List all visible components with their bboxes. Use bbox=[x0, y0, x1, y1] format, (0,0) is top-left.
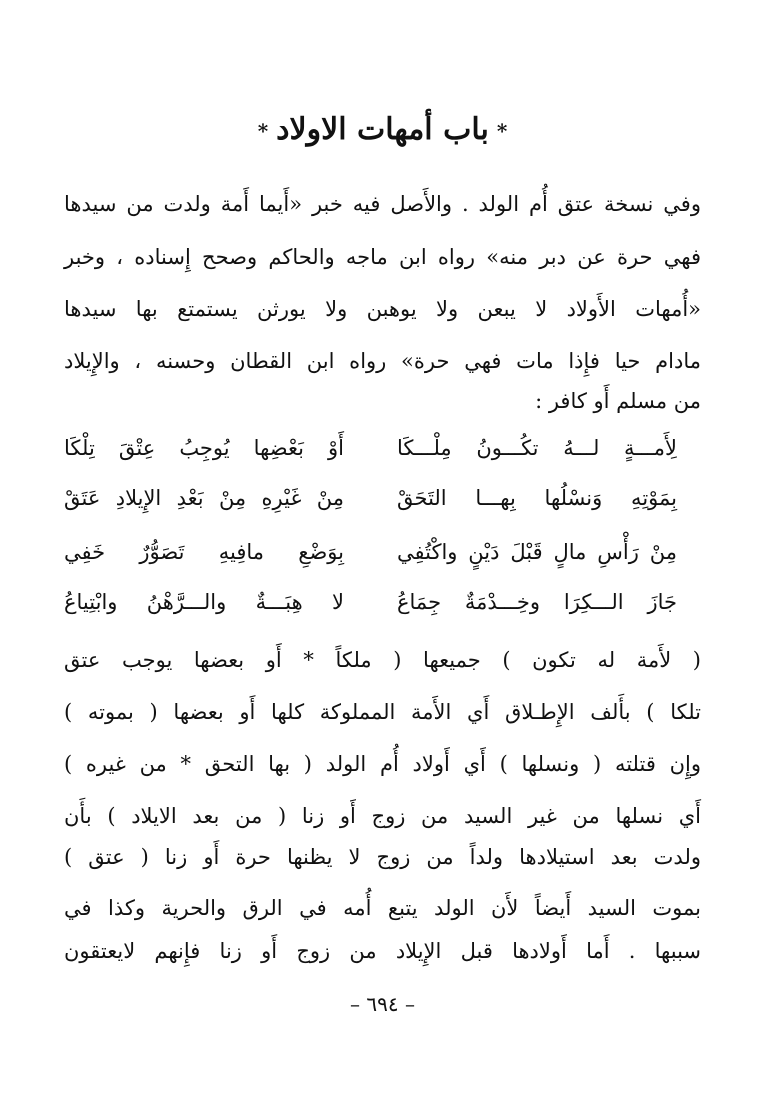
intro-line: وفي نسخة عتق أُم الولد . والأَصل فيه خبر «أَيما أَمة ولدت من سيدها bbox=[64, 192, 701, 216]
commentary-line: وإِن قتلته ( ونسلها ) أَي أَولاد أُم الولد ( بها التحق * من غيره ) bbox=[64, 752, 701, 776]
commentary-line: ( لأَمة له تكون ) جميعها ( ملكاً * أَو بعضها يوجب عتق bbox=[64, 648, 701, 672]
verse-first-hemistich: جَازَ الـــكِرَا وخِـــدْمَةٌ جِمَاعُ bbox=[397, 590, 677, 614]
verse-second-hemistich: لا هِبَـــةٌ والـــرَّهْنُ وابْتِياعُ bbox=[64, 590, 344, 614]
chapter-title-block bbox=[0, 112, 765, 147]
verse-second-hemistich: أَوْ بَعْضِها يُوجِبُ عِتْقَ تِلْكَا bbox=[64, 436, 344, 460]
intro-line: «أُمهات الأَولاد لا يبعن ولا يوهبن ولا يورثن يستمتع بها سيدها bbox=[64, 297, 701, 321]
commentary-line: بموت السيد أَيضاً لأَن الولد يتبع أُمه في الرق والحرية وكذا في bbox=[64, 896, 701, 920]
intro-line: مادام حيا فإِذا مات فهي حرة» رواه ابن القطان وحسنه ، والإِيلاد bbox=[64, 349, 701, 373]
intro-line: من مسلم أَو كافر : bbox=[535, 389, 701, 413]
chapter-title: باب أمهات الاولاد bbox=[276, 112, 489, 147]
title-star-left: * bbox=[257, 119, 269, 143]
intro-line: فهي حرة عن دبر منه» رواه ابن ماجه والحاكم وصحح إِسناده ، وخبر bbox=[64, 245, 701, 269]
page-number: – ٦٩٤ – bbox=[350, 992, 415, 1016]
verse-second-hemistich: مِنْ غَيْرِهِ مِنْ بَعْدِ الإِيلادِ عَتَقْ bbox=[64, 486, 344, 510]
verse-first-hemistich: مِنْ رَأْسِ مالٍ قَبْلَ دَيْنٍ واكْتُفِي bbox=[397, 540, 677, 564]
commentary-line: سببها . أَما أَولادها قبل الإِيلاد من زوج أَو زنا فإِنهم لايعتقون bbox=[64, 939, 701, 963]
commentary-line: أَي نسلها من غير السيد من زوج أَو زنا ( من بعد الايلاد ) بأَن bbox=[64, 804, 701, 828]
title-star-right: * bbox=[496, 119, 508, 143]
verse-second-hemistich: بِوَضْعِ مافِيهِ تَصَوُّرٌ خَفِي bbox=[64, 540, 344, 564]
commentary-line: تلكا ) بأَلف الإِطـلاق أَي الأَمة المملوكة كلها أَو بعضها ( بموته ) bbox=[64, 700, 701, 724]
verse-first-hemistich: بِمَوْتِهِ وَنسْلُها بِهـــا التَحَقْ bbox=[397, 486, 677, 510]
verse-first-hemistich: لِأَمـــةٍ لـــهُ تكُـــونُ مِلْـــكَا bbox=[397, 436, 677, 460]
commentary-line: ولدت بعد استيلادها ولداً من زوج لا يظنها حرة أَو زنا ( عتق ) bbox=[64, 845, 701, 869]
